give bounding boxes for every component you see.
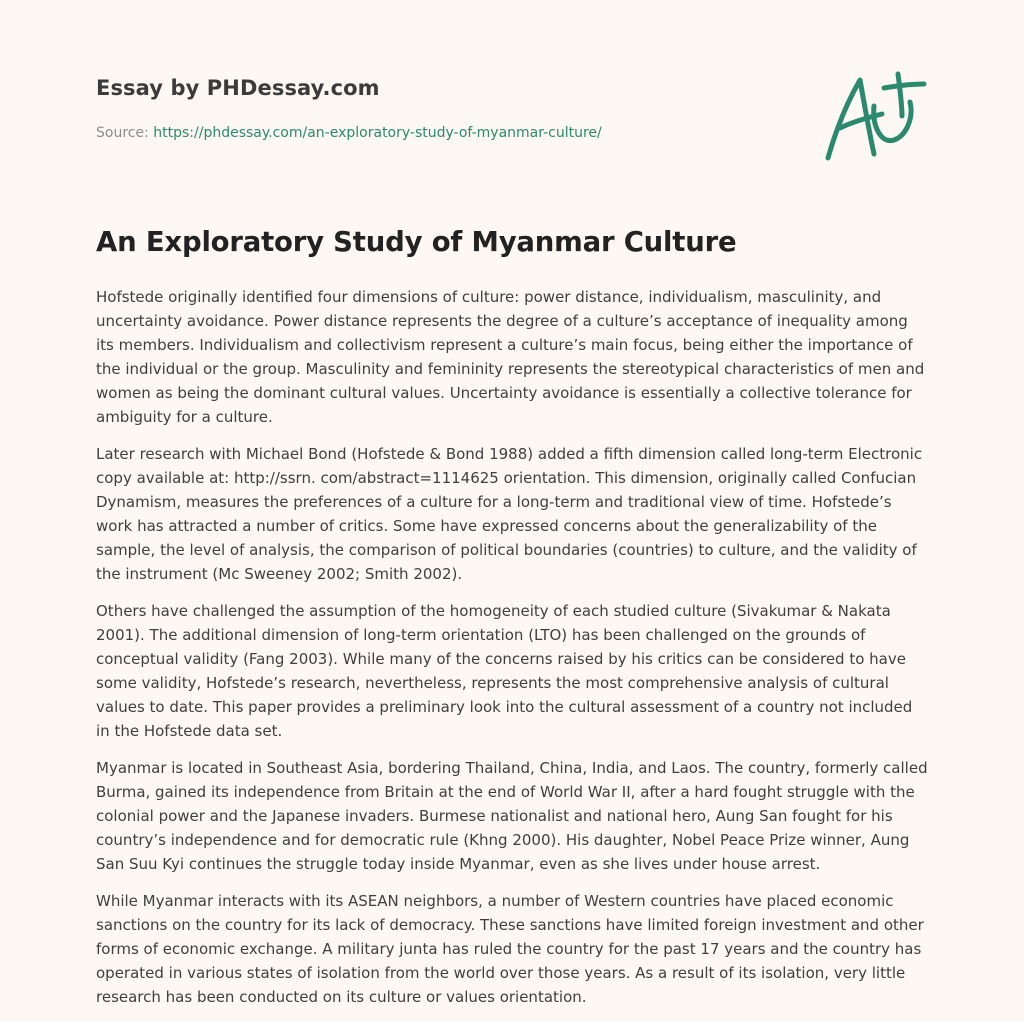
page-header <box>96 76 904 141</box>
source-line <box>96 125 602 141</box>
paragraph: Hofstede originally identified four dimensions of culture: power distance, individualism, masculinity, and uncertainty avoidance. Power distance represents the degree of a culture’s acceptance of inequality among its members. Individualism and collectivism represent a culture’s main focus, being either the importance of the individual or the group. Masculinity and femininity represents the stereotypical characteristics of men and women as being the dominant cultural values. Uncertainty avoidance is essentially a collective tolerance for ambiguity for a culture. <box>96 288 925 426</box>
source-link[interactable]: https://phdessay.com/an-exploratory-study-of-myanmar-culture/ <box>153 125 602 141</box>
essay-body <box>96 285 928 1022</box>
paragraph: Myanmar is located in Southeast Asia, bordering Thailand, China, India, and Laos. The country, formerly called Burma, gained its independence from Britain at the end of World War II, after a hard fought struggle with the colonial power and the Japanese invaders. Burmese nationalist and national hero, Aung San fought for his country’s independence and for democratic rule (Khng 2000). His daughter, Nobel Peace Prize winner, Aung San Suu Kyi continues the struggle today inside Myanmar, even as she lives under house arrest. <box>96 759 928 873</box>
paragraph: While Myanmar interacts with its ASEAN neighbors, a number of Western countries have placed economic sanctions on the country for its lack of democracy. These sanctions have limited foreign investment and other forms of economic exchange. A military junta has ruled the country for the past 17 years and the country has operated in various states of isolation from the world over those years. As a result of its isolation, very little research has been conducted on its culture or values orientation. <box>96 892 924 1006</box>
a-plus-grade-icon <box>818 68 930 164</box>
site-brand: Essay by PHDessay.com <box>96 76 380 100</box>
paragraph: Later research with Michael Bond (Hofstede & Bond 1988) added a fifth dimension called long-term Electronic copy available at: http://ssrn. com/abstract=1114625 orientation. This dimension, originally called Confucian Dynamism, measures the preferences of a culture for a long-term and traditional view of time. Hofstede’s work has attracted a number of critics. Some have expressed concerns about the generalizability of the sample, the level of analysis, the comparison of political boundaries (countries) to culture, and the validity of the instrument (Mc Sweeney 2002; Smith 2002). <box>96 445 923 583</box>
paragraph: Others have challenged the assumption of the homogeneity of each studied culture (Sivakumar & Nakata 2001). The additional dimension of long-term orientation (LTO) has been challenged on the grounds of conceptual validity (Fang 2003). While many of the concerns raised by his critics can be considered to have some validity, Hofstede’s research, nevertheless, represents the most comprehensive analysis of cultural values to date. This paper provides a preliminary look into the cultural assessment of a country not included in the Hofstede data set. <box>96 602 913 740</box>
essay-title: An Exploratory Study of Myanmar Culture <box>96 226 737 258</box>
source-label: Source: <box>96 125 154 141</box>
